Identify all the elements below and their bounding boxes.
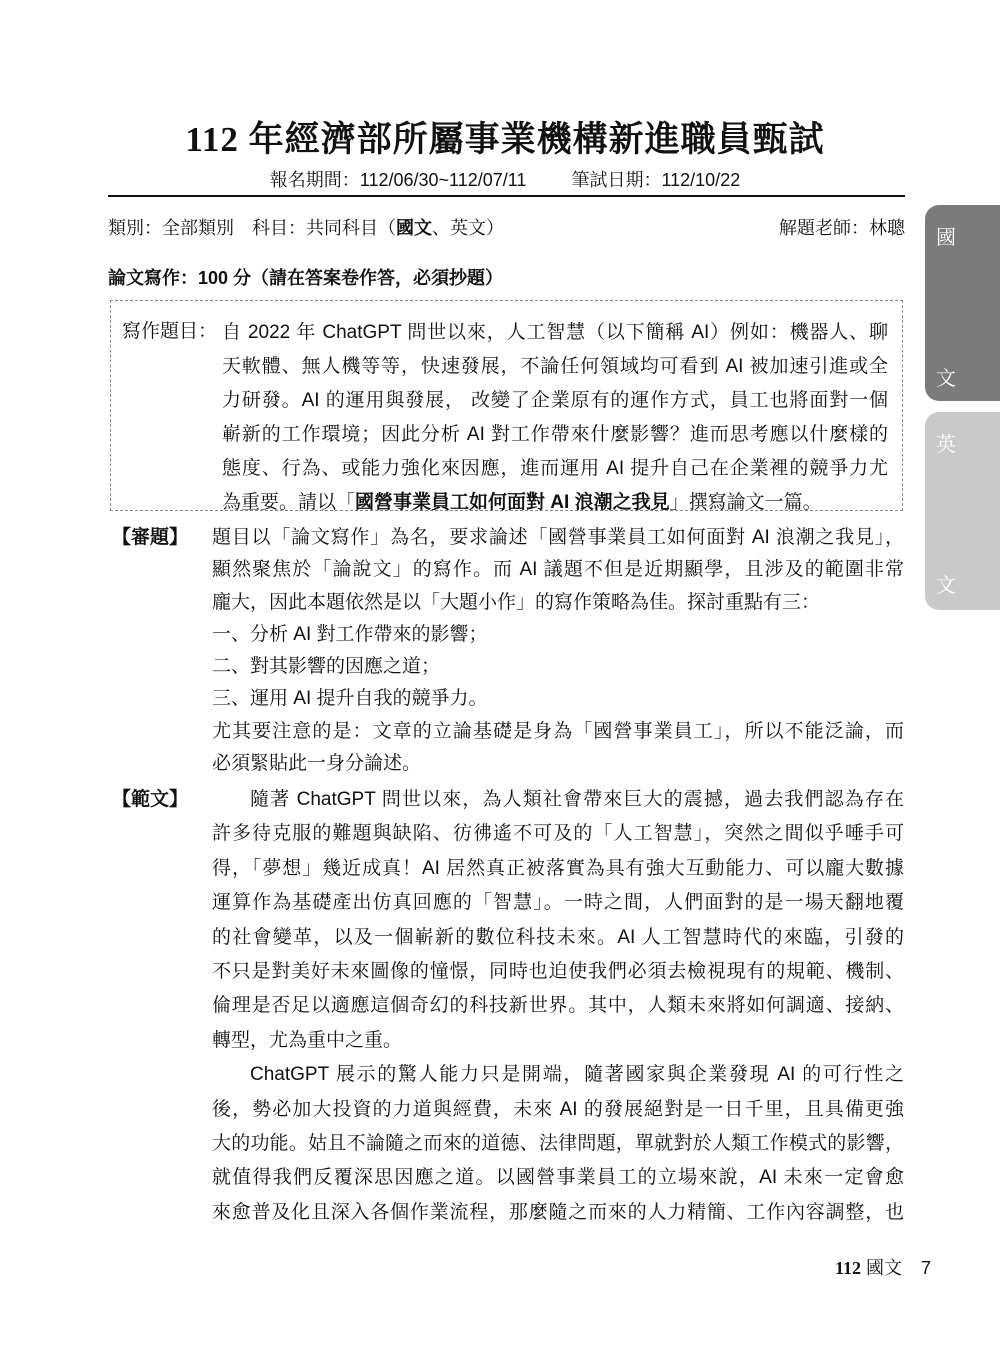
footer-year: 112 xyxy=(835,1258,862,1278)
exam-dates xyxy=(0,166,1000,192)
fanwen-line: 不只是對美好未來圖像的憧憬，同時也迫使我們必須去檢視現有的規範、機制、 xyxy=(212,961,904,983)
shenti-line: 一、分析 AI 對工作帶來的影響； xyxy=(212,623,488,645)
page-title: 112 年經濟部所屬事業機構新進職員甄試 xyxy=(185,120,825,159)
footer-subject: 國文 xyxy=(866,1258,903,1278)
meta-row xyxy=(108,214,905,240)
fanwen-line: 運算作為基礎產出仿真回應的「智慧」。一時之間，人們面對的是一場天翻地覆 xyxy=(212,892,904,914)
shenti-line: 二、對其影響的因應之道； xyxy=(212,656,441,678)
registration-period: 報名期間：112/06/30~112/07/11 xyxy=(269,170,527,190)
tab-char: 文 xyxy=(936,575,956,597)
prompt-essay-title: 國營事業員工如何面對 AI 浪潮之我見 xyxy=(355,492,670,513)
fanwen-line: 來愈普及化且深入各個作業流程，那麼隨之而來的人力精簡、工作內容調整，也 xyxy=(212,1201,904,1223)
shenti-label: 【審題】 xyxy=(112,527,189,548)
side-tab-english[interactable] xyxy=(925,412,1000,610)
fanwen-line: 轉型，尤為重中之重。 xyxy=(212,1029,403,1051)
shenti-line: 題目以「論文寫作」為名，要求論述「國營事業員工如何面對 AI 浪潮之我見」， xyxy=(212,527,904,548)
side-tab-chinese[interactable] xyxy=(925,205,1000,401)
shenti-line: 三、運用 AI 提升自我的競爭力。 xyxy=(212,688,488,710)
exam-date: 筆試日期：112/10/22 xyxy=(571,170,741,190)
teacher: 解題老師：林聰 xyxy=(779,218,905,238)
page-footer xyxy=(835,1254,931,1280)
fanwen-label: 【範文】 xyxy=(112,789,189,810)
prompt-line xyxy=(222,486,888,520)
prompt-text-post: 」撰寫論文一篇。 xyxy=(669,492,822,513)
prompt-line: 態度、行為、或能力強化來因應，進而運用 AI 提升自己在企業裡的競爭力尤 xyxy=(222,458,888,479)
fanwen-line: 就值得我們反覆深思因應之道。以國營事業員工的立場來說，AI 未來一定會愈 xyxy=(212,1167,904,1189)
section-heading: 論文寫作：100 分（請在答案卷作答，必須抄題） xyxy=(108,268,504,288)
tab-char: 國 xyxy=(936,227,956,249)
shenti-text xyxy=(212,522,904,780)
fanwen-line: 隨著 ChatGPT 問世以來，為人類社會帶來巨大的震撼，過去我們認為存在 xyxy=(250,789,904,810)
prompt-line: 力研發。AI 的運用與發展， 改變了企業原有的運作方式，員工也將面對一個 xyxy=(222,390,888,411)
prompt-line: 自 2022 年 ChatGPT 問世以來，人工智慧（以下簡稱 AI）例如：機器人、聊 xyxy=(222,322,888,343)
fanwen-line: 大的功能。姑且不論隨之而來的道德、法律問題，單就對於人類工作模式的影響， xyxy=(212,1133,904,1155)
fanwen-line: 後，勢必加大投資的力道與經費，未來 AI 的發展絕對是一日千里，且具備更強 xyxy=(212,1098,904,1120)
prompt-label: 寫作題目： xyxy=(122,321,218,342)
fanwen-line: 的社會變革，以及一個嶄新的數位科技未來。AI 人工智慧時代的來臨，引發的 xyxy=(212,926,904,948)
fanwen-line: ChatGPT 展示的驚人能力只是開端，隨著國家與企業發現 AI 的可行性之 xyxy=(250,1064,904,1086)
subject-rest: 、英文） xyxy=(432,218,504,238)
header-divider xyxy=(108,195,905,197)
category-subject xyxy=(108,214,504,240)
prompt-line: 嶄新的工作環境；因此分析 AI 對工作帶來什麼影響？進而思考應以什麼樣的 xyxy=(222,424,888,445)
tab-char: 文 xyxy=(936,368,956,390)
tab-char: 英 xyxy=(936,434,956,456)
fanwen-line: 倫理是否足以適應這個奇幻的科技新世界。其中，人類未來將如何調適、接納、 xyxy=(212,995,904,1017)
shenti-line: 顯然聚焦於「論說文」的寫作。而 AI 議題不但是近期顯學，且涉及的範圍非常 xyxy=(212,559,904,581)
prompt-text xyxy=(222,316,888,520)
subject-bold: 國文 xyxy=(396,218,432,238)
category-text: 類別：全部類別 科目：共同科目（ xyxy=(108,218,396,238)
shenti-line: 必須緊貼此一身分論述。 xyxy=(212,753,422,775)
page-number: 7 xyxy=(921,1258,932,1278)
fanwen-text xyxy=(212,783,904,1230)
shenti-line: 尤其要注意的是：文章的立論基礎是身為「國營事業員工」，所以不能泛論，而 xyxy=(212,720,904,742)
prompt-line: 天軟體、無人機等等，快速發展，不論任何領域均可看到 AI 被加速引進或全 xyxy=(222,356,888,377)
shenti-line: 龐大，因此本題依然是以「大題小作」的寫作策略為佳。探討重點有三： xyxy=(212,591,821,613)
fanwen-line: 得，「夢想」幾近成真！AI 居然真正被落實為具有強大互動能力、可以龐大數據 xyxy=(212,857,904,879)
fanwen-line: 許多待克服的難題與缺陷、彷彿遙不可及的「人工智慧」，突然之間似乎唾手可 xyxy=(212,823,904,845)
prompt-text-pre: 為重要。請以「 xyxy=(222,492,356,513)
